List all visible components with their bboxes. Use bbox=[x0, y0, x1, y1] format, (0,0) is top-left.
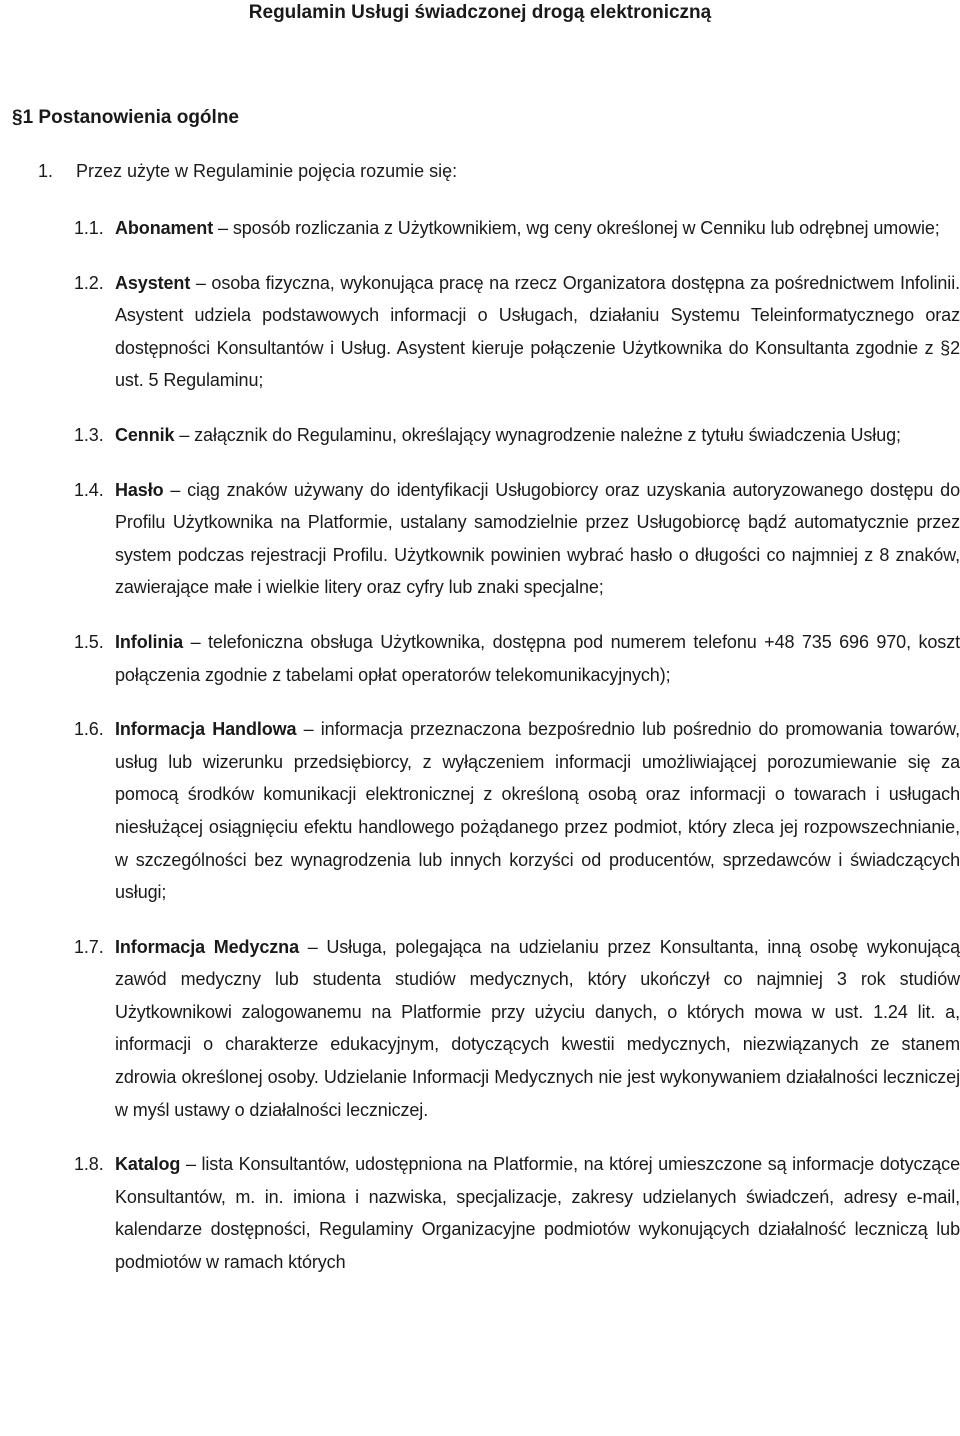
definition-number: 1.2. bbox=[74, 272, 104, 293]
document-title: Regulamin Usługi świadczonej drogą elektroniczną bbox=[248, 2, 712, 23]
definition-term: Informacja Medyczna bbox=[115, 936, 299, 957]
definitions-list bbox=[74, 212, 960, 1301]
definition-text: – osoba fizyczna, wykonująca pracę na rzecz Organizatora dostępna za pośrednictwem Infolinii. Asystent udziela podstawowych informacji o Usługach, działaniu Systemu Teleinformatycznego oraz dostępności Konsultantów i Usług. Asystent kieruje połączenie Użytkownika do Konsultanta zgodnie z §2 ust. 5 Regulaminu; bbox=[115, 272, 960, 391]
definition-item-informacja-medyczna bbox=[74, 931, 960, 1127]
section-heading: §1 Postanowienia ogólne bbox=[12, 107, 239, 128]
definition-term: Informacja Handlowa bbox=[115, 719, 297, 740]
intro-text: Przez użyte w Regulaminie pojęcia rozumie się: bbox=[76, 161, 458, 181]
definition-term: Katalog bbox=[115, 1154, 181, 1175]
definition-number: 1.1. bbox=[74, 218, 104, 238]
intro-number: 1. bbox=[38, 161, 54, 181]
definition-term: Infolinia bbox=[115, 631, 184, 652]
definition-text: – sposób rozliczania z Użytkownikiem, wg ceny określonej w Cenniku lub odrębnej umowie; bbox=[213, 218, 940, 238]
definition-item-asystent bbox=[74, 267, 960, 397]
definition-text: – informacja przeznaczona bezpośrednio lub pośrednio do promowania towarów, usług lub wizerunku przedsiębiorcy, z wyłączeniem informacji umożliwiającej porozumiewanie się za pomocą środków komunikacji elektronicznej z określoną osobą oraz informacji o towarach i usługach niesłużącej osiągnięciu efektu handlowego pożądanego przez podmiot, który zleca jej rozpowszechnianie, w szczególności bez wynagrodzenia lub innych korzyści od producentów, sprzedawców i świadczących usługi; bbox=[115, 719, 960, 903]
definition-term: Hasło bbox=[115, 479, 164, 500]
definition-term: Cennik bbox=[115, 424, 175, 445]
definition-number: 1.6. bbox=[74, 719, 104, 740]
definition-item-haslo bbox=[74, 474, 960, 604]
intro-paragraph bbox=[38, 158, 457, 184]
definition-number: 1.7. bbox=[74, 936, 104, 957]
definition-number: 1.4. bbox=[74, 479, 104, 500]
definition-item-katalog bbox=[74, 1148, 960, 1278]
definition-term: Asystent bbox=[115, 272, 191, 293]
definition-number: 1.5. bbox=[74, 631, 104, 652]
definition-number: 1.8. bbox=[74, 1154, 104, 1175]
definition-text: – telefoniczna obsługa Użytkownika, dostępna pod numerem telefonu +48 735 696 970, koszt połączenia zgodnie z tabelami opłat operatorów telekomunikacyjnych); bbox=[115, 631, 960, 685]
definition-number: 1.3. bbox=[74, 424, 104, 445]
definition-term: Abonament bbox=[115, 218, 214, 238]
definition-item-informacja-handlowa bbox=[74, 713, 960, 909]
definition-text: – Usługa, polegająca na udzielaniu przez Konsultanta, inną osobę wykonującą zawód medyczny lub studenta studiów medycznych, który ukończył co najmniej 3 rok studiów Użytkownikowi zalogowanemu na Platformie przy użyciu danych, o których mowa w ust. 1.24 lit. a, informacji o charakterze edukacyjnym, dotyczących kwestii medycznych, niezwiązanych ze stanem zdrowia określonej osoby. Udzielanie Informacji Medycznych nie jest wykonywaniem działalności leczniczej w myśl ustawy o działalności leczniczej. bbox=[115, 936, 960, 1120]
definition-text: – załącznik do Regulaminu, określający wynagrodzenie należne z tytułu świadczenia Usług; bbox=[174, 424, 901, 445]
definition-text: – lista Konsultantów, udostępniona na Platformie, na której umieszczone są informacje dotyczące Konsultantów, m. in. imiona i nazwiska, specjalizacje, zakresy udzielanych świadczeń, adresy e-mail, kalendarze dostępności, Regulaminy Organizacyjne podmiotów wykonujących działalność leczniczą lub podmiotów w ramach których bbox=[115, 1154, 960, 1273]
definition-item-infolinia bbox=[74, 626, 960, 691]
definition-item-cennik bbox=[74, 419, 960, 452]
definition-text: – ciąg znaków używany do identyfikacji Usługobiorcy oraz uzyskania autoryzowanego dostępu do Profilu Użytkownika na Platformie, ustalany samodzielnie przez Usługobiorcę bądź automatycznie przez system podczas rejestracji Profilu. Użytkownik powinien wybrać hasło o długości co najmniej z 8 znaków, zawierające małe i wielkie litery oraz cyfry lub znaki specjalne; bbox=[115, 479, 960, 598]
definition-item-abonament bbox=[74, 212, 960, 245]
